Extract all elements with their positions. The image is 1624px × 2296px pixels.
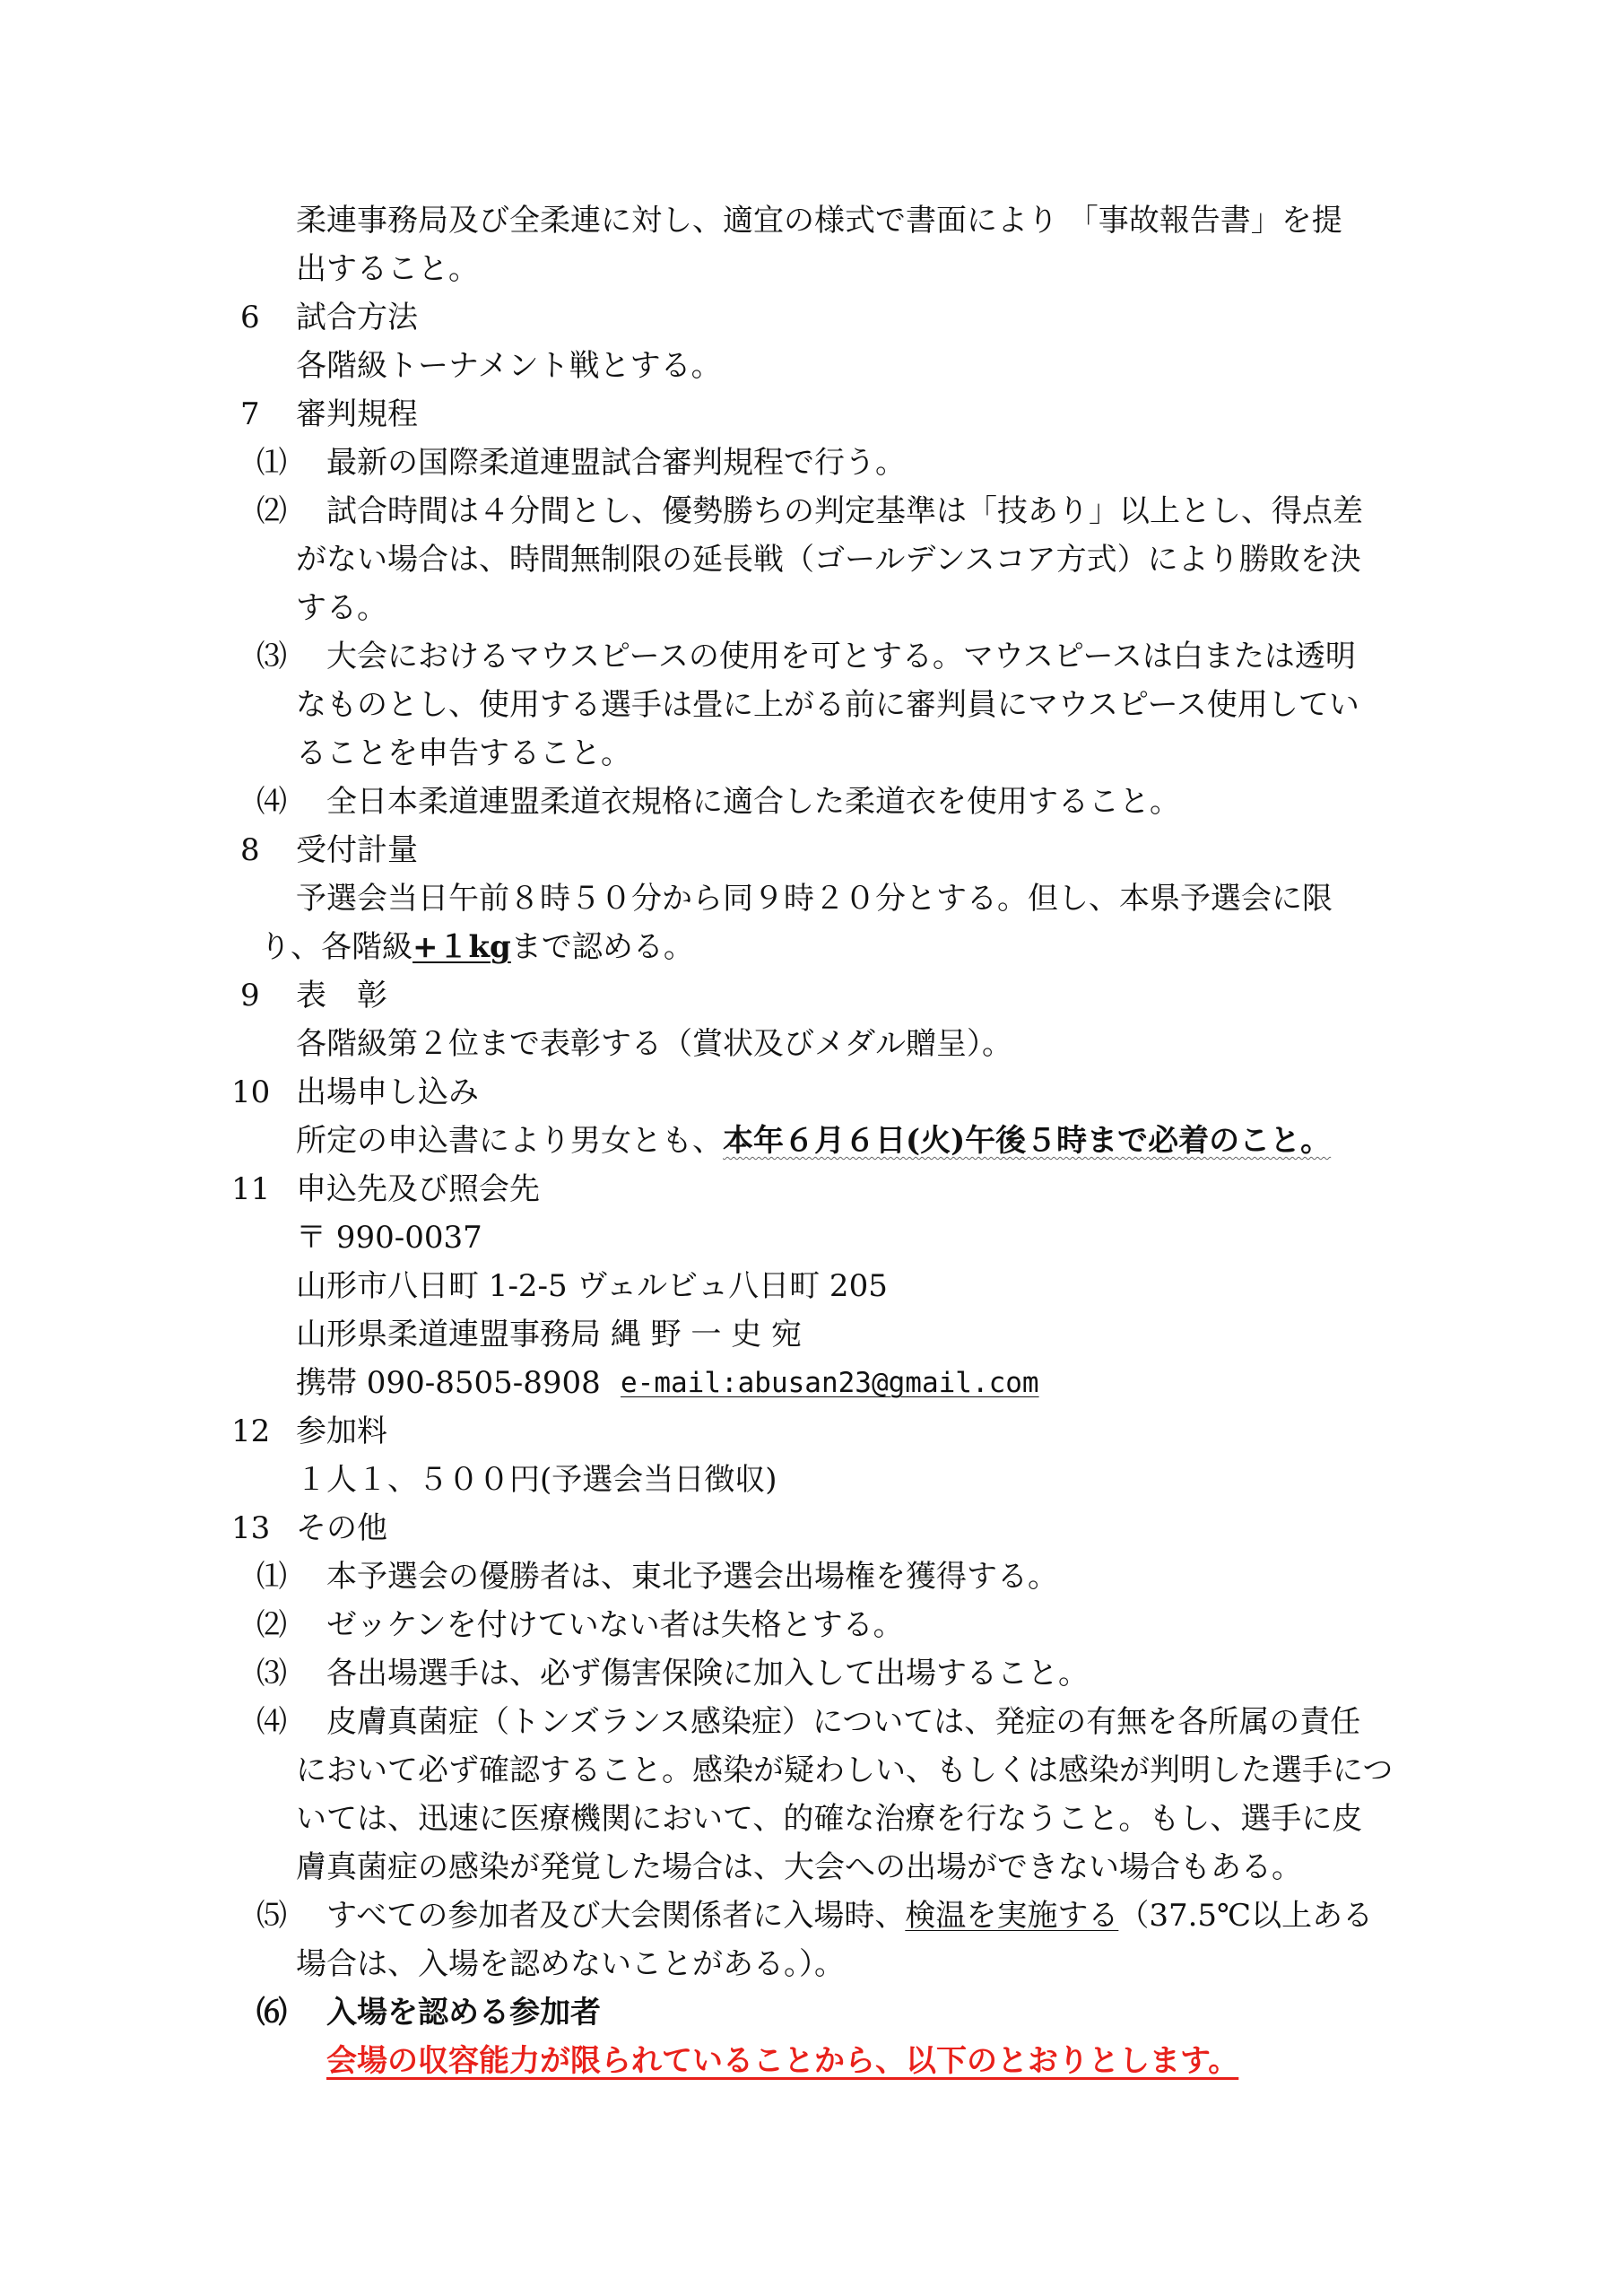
section-13-item-4-line-1: 皮膚真菌症（トンズランス感染症）については、発症の有無を各所属の責任 [326,1704,1361,1740]
office: 山形県柔道連盟事務局 縄 野 一 史 宛 [296,1317,803,1352]
section-13-item-2-mark: ⑵ [256,1607,287,1643]
section-13-item-1-line-1: 本予選会の優勝者は、東北予選会出場権を獲得する。 [326,1559,1058,1595]
section-6-body: 各階級トーナメント戦とする。 [296,348,722,384]
phone: 携帯 090-8505-8908 [296,1365,601,1401]
section-13-item-4-mark: ⑷ [256,1704,287,1740]
section-7-item-2-line-3: する。 [296,590,387,626]
section-10-body-pre: 所定の申込書により男女とも、 [296,1123,723,1159]
section-13-item-4-line-2: において必ず確認すること。感染が疑わしい、もしくは感染が判明した選手につ [296,1752,1394,1788]
capacity-notice: 会場の収容能力が限られていることから、以下のとおりとします。 [326,2043,1239,2079]
section-12-title: 参加料 [296,1413,387,1449]
section-13-item-6-mark: ⑹ [256,1995,287,2031]
section-13-item-3-line-1: 各出場選手は、必ず傷害保険に加入して出場すること。 [326,1656,1089,1692]
section-8-line-2-pre: り、各階級 [260,929,413,965]
section-8-line-1: 予選会当日午前８時５０分から同９時２０分とする。但し、本県予選会に限 [296,881,1333,917]
section-13-item-5-line-2: 場合は、入場を認めないことがある。）。 [296,1946,845,1982]
section-7-item-2-mark: ⑵ [256,493,287,529]
item-5-pre: すべての参加者及び大会関係者に入場時、 [326,1898,906,1934]
section-13-item-2-line-1: ゼッケンを付けていない者は失格とする。 [326,1607,904,1643]
section-13-item-4-line-4: 膚真菌症の感染が発覚した場合は、大会への出場ができない場合もある。 [296,1849,1302,1885]
section-8-line-2 [260,926,694,969]
section-9-body: 各階級第２位まで表彰する（賞状及びメダル贈呈）。 [296,1026,1012,1062]
section-9-title: 表 彰 [296,978,387,1013]
section-6-number: 6 [240,300,260,335]
section-10-body [296,1119,1331,1162]
section-12-number: 12 [231,1413,271,1449]
section-7-item-1-mark: ⑴ [256,445,287,481]
section-8-line-2-post: まで認める。 [510,929,694,965]
section-11-title: 申込先及び照会先 [296,1171,540,1207]
section-6-title: 試合方法 [296,300,418,335]
section-10-number: 10 [231,1074,271,1110]
section-7-item-4-mark: ⑷ [256,784,287,820]
section-13-title: その他 [296,1510,387,1546]
email-link[interactable]: e-mail:abusan23@gmail.com [621,1367,1039,1399]
section-13-number: 13 [231,1510,271,1546]
section-13-item-5-mark: ⑸ [256,1898,287,1934]
weight-allowance: +１kg [413,929,511,965]
section-11-number: 11 [231,1171,271,1207]
section-7-item-2-line-1: 試合時間は４分間とし、優勢勝ちの判定基準は「技あり」以上とし、得点差 [326,493,1363,529]
temperature-check: 検温を実施する [905,1898,1119,1934]
continuation-line-2: 出すること。 [296,251,479,287]
section-7-item-3-mark: ⑶ [256,639,287,674]
section-13-item-1-mark: ⑴ [256,1559,287,1595]
section-7-item-4-line-1: 全日本柔道連盟柔道衣規格に適合した柔道衣を使用すること。 [326,784,1180,820]
section-8-title: 受付計量 [296,832,418,868]
section-12-body: １人１、５００円(予選会当日徴収) [296,1462,777,1498]
section-7-item-3-line-1: 大会におけるマウスピースの使用を可とする。マウスピースは白または透明 [326,639,1356,674]
postal-code: 〒 990-0037 [296,1220,482,1256]
section-13-item-5-line-1 [326,1894,1373,1937]
section-7-item-2-line-2: がない場合は、時間無制限の延長戦（ゴールデンスコア方式）により勝敗を決 [296,542,1361,578]
section-13-item-4-line-3: いては、迅速に医療機関において、的確な治療を行なうこと。もし、選手に皮 [296,1801,1363,1837]
section-8-number: 8 [240,832,260,868]
item-5-post: （37.5℃以上ある [1118,1898,1374,1934]
section-9-number: 9 [240,978,260,1013]
section-7-item-1-line-1: 最新の国際柔道連盟試合審判規程で行う。 [326,445,906,481]
address: 山形市八日町 1-2-5 ヴェルビュ八日町 205 [296,1268,888,1304]
section-13-item-6-title: 入場を認める参加者 [326,1995,601,2031]
deadline: 本年６月６日(火)午後５時まで必着のこと。 [723,1123,1332,1159]
section-7-number: 7 [240,396,260,432]
section-7-item-3-line-2: なものとし、使用する選手は畳に上がる前に審判員にマウスピース使用してい [296,687,1359,723]
section-7-title: 審判規程 [296,396,418,432]
section-13-item-3-mark: ⑶ [256,1656,287,1692]
section-7-item-3-line-3: ることを申告すること。 [296,735,631,771]
section-10-title: 出場申し込み [296,1074,479,1110]
continuation-line-1: 柔連事務局及び全柔連に対し、適宜の様式で書面により 「事故報告書」を提 [296,203,1342,239]
